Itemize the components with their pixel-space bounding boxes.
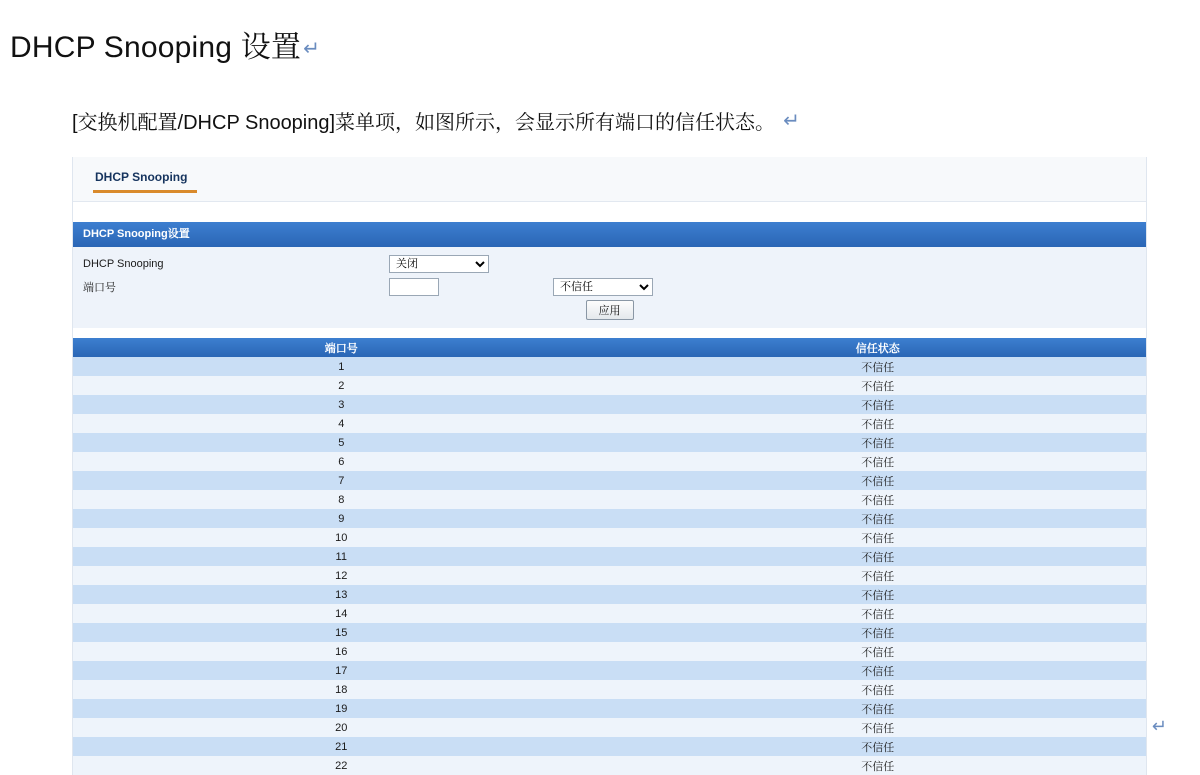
cell-port-number: 2 xyxy=(73,376,610,395)
table-row xyxy=(73,509,1146,528)
breadcrumb-active-tab[interactable]: DHCP Snooping xyxy=(93,166,197,193)
table-row xyxy=(73,357,1146,376)
cell-port-number: 22 xyxy=(73,756,610,775)
table-body xyxy=(73,357,1146,775)
cell-port-number: 12 xyxy=(73,566,610,585)
section-header-dhcp-snooping: DHCP Snooping设置 xyxy=(73,222,1146,247)
page-title xyxy=(10,22,320,66)
table-row xyxy=(73,756,1146,775)
body-paragraph-text: [交换机配置/DHCP Snooping]菜单项，如图所示，会显示所有端口的信任状态。 xyxy=(72,112,776,134)
settings-form xyxy=(73,247,1146,328)
table-row xyxy=(73,376,1146,395)
table-row xyxy=(73,395,1146,414)
embedded-screenshot xyxy=(0,157,1200,773)
table-header-row xyxy=(73,338,1146,357)
table-row xyxy=(73,566,1146,585)
cell-port-number: 4 xyxy=(73,414,610,433)
spacer xyxy=(73,202,1146,222)
cell-port-number: 6 xyxy=(73,452,610,471)
table-row xyxy=(73,452,1146,471)
table-row xyxy=(73,528,1146,547)
cell-port-number: 3 xyxy=(73,395,610,414)
cell-trust-state: 不信任 xyxy=(610,737,1147,756)
table-row xyxy=(73,680,1146,699)
cell-trust-state: 不信任 xyxy=(610,433,1147,452)
cell-port-number: 16 xyxy=(73,642,610,661)
cell-port-number: 5 xyxy=(73,433,610,452)
table-row xyxy=(73,718,1146,737)
cell-port-number: 7 xyxy=(73,471,610,490)
column-header-port: 端口号 xyxy=(73,338,610,357)
page-title-text: DHCP Snooping 设置 xyxy=(10,31,302,64)
cell-port-number: 15 xyxy=(73,623,610,642)
cell-trust-state: 不信任 xyxy=(610,357,1147,376)
table-row xyxy=(73,490,1146,509)
port-trust-table xyxy=(73,338,1146,775)
table-row xyxy=(73,642,1146,661)
table-row xyxy=(73,471,1146,490)
cell-port-number: 20 xyxy=(73,718,610,737)
spacer xyxy=(73,328,1146,338)
paragraph-mark-icon: ↵ xyxy=(303,38,321,60)
cell-trust-state: 不信任 xyxy=(610,452,1147,471)
cell-trust-state: 不信任 xyxy=(610,756,1147,775)
cell-port-number: 17 xyxy=(73,661,610,680)
apply-button[interactable]: 应用 xyxy=(586,300,634,320)
trust-state-select[interactable] xyxy=(553,278,653,296)
cell-port-number: 10 xyxy=(73,528,610,547)
cell-trust-state: 不信任 xyxy=(610,528,1147,547)
cell-port-number: 19 xyxy=(73,699,610,718)
cell-trust-state: 不信任 xyxy=(610,471,1147,490)
cell-trust-state: 不信任 xyxy=(610,490,1147,509)
cell-trust-state: 不信任 xyxy=(610,623,1147,642)
switch-web-ui xyxy=(72,157,1147,775)
breadcrumb xyxy=(73,157,1146,202)
table-row xyxy=(73,547,1146,566)
cell-trust-state: 不信任 xyxy=(610,699,1147,718)
table-row xyxy=(73,433,1146,452)
column-header-trust-state: 信任状态 xyxy=(610,338,1147,357)
apply-row xyxy=(73,300,1146,320)
table-row xyxy=(73,661,1146,680)
cell-trust-state: 不信任 xyxy=(610,509,1147,528)
body-paragraph xyxy=(72,106,800,135)
cell-port-number: 8 xyxy=(73,490,610,509)
table-row xyxy=(73,414,1146,433)
port-number-input[interactable] xyxy=(389,278,439,296)
form-row-snooping xyxy=(73,253,1146,274)
table-row xyxy=(73,699,1146,718)
cell-port-number: 9 xyxy=(73,509,610,528)
cell-trust-state: 不信任 xyxy=(610,395,1147,414)
table-row xyxy=(73,585,1146,604)
cell-port-number: 14 xyxy=(73,604,610,623)
paragraph-mark-icon: ↵ xyxy=(1151,716,1167,736)
snooping-enable-select[interactable] xyxy=(389,255,489,273)
cell-port-number: 18 xyxy=(73,680,610,699)
table-head xyxy=(73,338,1146,357)
table-row xyxy=(73,623,1146,642)
paragraph-mark-icon: ↵ xyxy=(783,110,800,132)
cell-trust-state: 不信任 xyxy=(610,414,1147,433)
form-row-port xyxy=(73,276,1146,297)
cell-trust-state: 不信任 xyxy=(610,642,1147,661)
cell-trust-state: 不信任 xyxy=(610,566,1147,585)
cell-port-number: 13 xyxy=(73,585,610,604)
table-row xyxy=(73,737,1146,756)
cell-port-number: 1 xyxy=(73,357,610,376)
cell-port-number: 11 xyxy=(73,547,610,566)
port-label: 端口号 xyxy=(83,281,116,294)
cell-trust-state: 不信任 xyxy=(610,376,1147,395)
cell-port-number: 21 xyxy=(73,737,610,756)
cell-trust-state: 不信任 xyxy=(610,718,1147,737)
table-row xyxy=(73,604,1146,623)
cell-trust-state: 不信任 xyxy=(610,661,1147,680)
cell-trust-state: 不信任 xyxy=(610,547,1147,566)
snooping-label: DHCP Snooping xyxy=(83,257,164,270)
cell-trust-state: 不信任 xyxy=(610,604,1147,623)
cell-trust-state: 不信任 xyxy=(610,585,1147,604)
cell-trust-state: 不信任 xyxy=(610,680,1147,699)
